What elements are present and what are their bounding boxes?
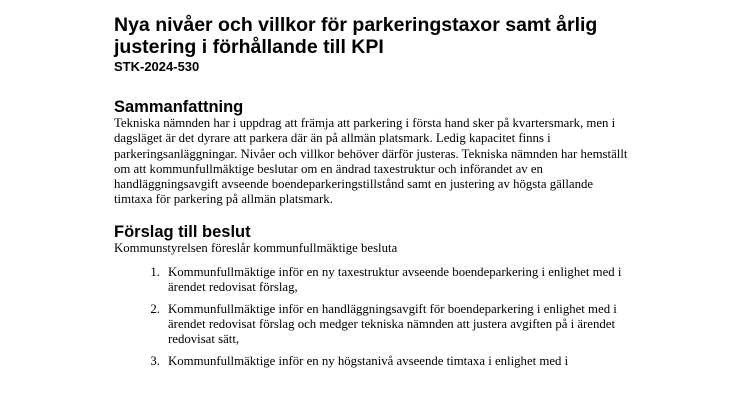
- list-item-number: 1.: [150, 265, 160, 280]
- summary-section: [114, 98, 634, 208]
- proposal-heading: Förslag till beslut: [114, 222, 251, 241]
- document-page: [114, 14, 634, 375]
- summary-text: Tekniska nämnden har i uppdrag att främja att parkering i första hand sker på kvartersmark, men i dagsläget är det dyrare att parkera där än på allmän platsmark. Ledig kapacitet finns i parkeringsanläggningar. Nivåer och villkor behöver därför justeras. Tekniska nämnden har hemställt om att kommunfullmäktige beslutar om en ändrad taxestruktur och införandet av en handläggningsavgift avseende boendeparkeringstillstånd samt en justering av högsta gällande timtaxa för parkering på allmän platsmark.: [114, 116, 628, 207]
- list-item-text: Kommunfullmäktige inför en ny taxestruktur avseende boendeparkering i enlighet med i ärendet redovisat förslag,: [168, 265, 622, 295]
- proposal-section: [114, 223, 634, 369]
- list-item-text: Kommunfullmäktige inför en handläggningsavgift för boendeparkering i enlighet med i ärendet redovisat förslag och medger tekniska nämnden att justera avgiften på i ärendet redovisat sätt,: [168, 301, 617, 347]
- list-item: [114, 302, 634, 348]
- document-title: Nya nivåer och villkor för parkeringstaxor samt årlig justering i förhållande till KPI: [114, 14, 598, 58]
- list-item-text: Kommunfullmäktige inför en ny högstanivå avseende timtaxa i enlighet med i: [168, 353, 569, 368]
- decision-list: [114, 265, 634, 369]
- list-item: [114, 265, 634, 296]
- list-item-number: 2.: [150, 301, 160, 316]
- list-item-number: 3.: [150, 353, 160, 368]
- proposal-intro: Kommunstyrelsen föreslår kommunfullmäktige besluta: [114, 240, 398, 255]
- document-id: STK-2024-530: [114, 59, 200, 74]
- list-item: [114, 354, 634, 369]
- summary-heading: Sammanfattning: [114, 98, 244, 116]
